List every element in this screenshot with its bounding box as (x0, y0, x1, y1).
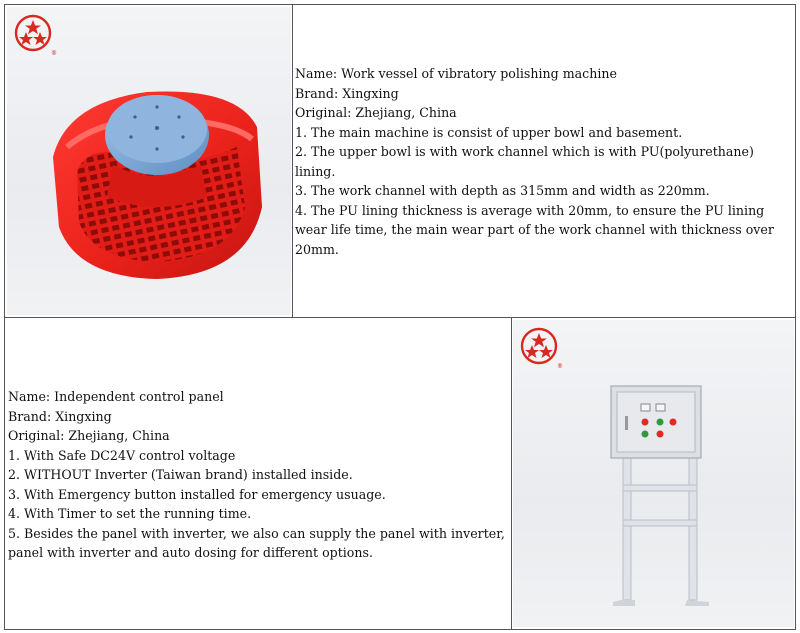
feature-item: 3. The work channel with depth as 315mm and width as 220mm. (295, 183, 710, 198)
feature-item: 2. WITHOUT Inverter (Taiwan brand) installed inside. (8, 467, 353, 482)
control-panel-description (8, 387, 508, 563)
work-vessel-photo (7, 7, 291, 315)
row-divider (5, 317, 795, 318)
product-name: Name: Work vessel of vibratory polishing machine (295, 66, 617, 81)
feature-item: 3. With Emergency button installed for emergency usuage. (8, 486, 386, 502)
product-brand: Brand: Xingxing (8, 408, 112, 424)
control-panel-photo (513, 320, 794, 627)
product-brand: Brand: Xingxing (295, 85, 399, 101)
registered-mark: ® (557, 363, 563, 370)
registered-mark: ® (51, 50, 57, 57)
feature-item: 5. Besides the panel with inverter, we also can supply the panel with inverter, panel with inverter and auto dosing for different options. (8, 525, 505, 560)
feature-item: 4. The PU lining thickness is average with 20mm, to ensure the PU lining wear life time, the main wear part of the work channel with thickness over 20mm. (295, 202, 774, 257)
feature-item: 1. The main machine is consist of upper bowl and basement. (295, 124, 683, 140)
column-divider-bottom (511, 317, 512, 629)
column-divider-top (292, 5, 293, 317)
feature-item: 4. With Timer to set the running time. (8, 506, 252, 521)
feature-item: 2. The upper bowl is with work channel which is with PU(polyurethane) lining. (295, 144, 754, 179)
brand-logo-icon (13, 13, 57, 57)
brand-logo-icon (519, 326, 563, 370)
product-origin: Original: Zhejiang, China (295, 105, 457, 120)
product-origin: Original: Zhejiang, China (8, 428, 170, 443)
feature-item: 1. With Safe DC24V control voltage (8, 447, 236, 463)
work-vessel-description (295, 64, 793, 259)
spec-sheet (4, 4, 796, 630)
product-name: Name: Independent control panel (8, 389, 224, 404)
